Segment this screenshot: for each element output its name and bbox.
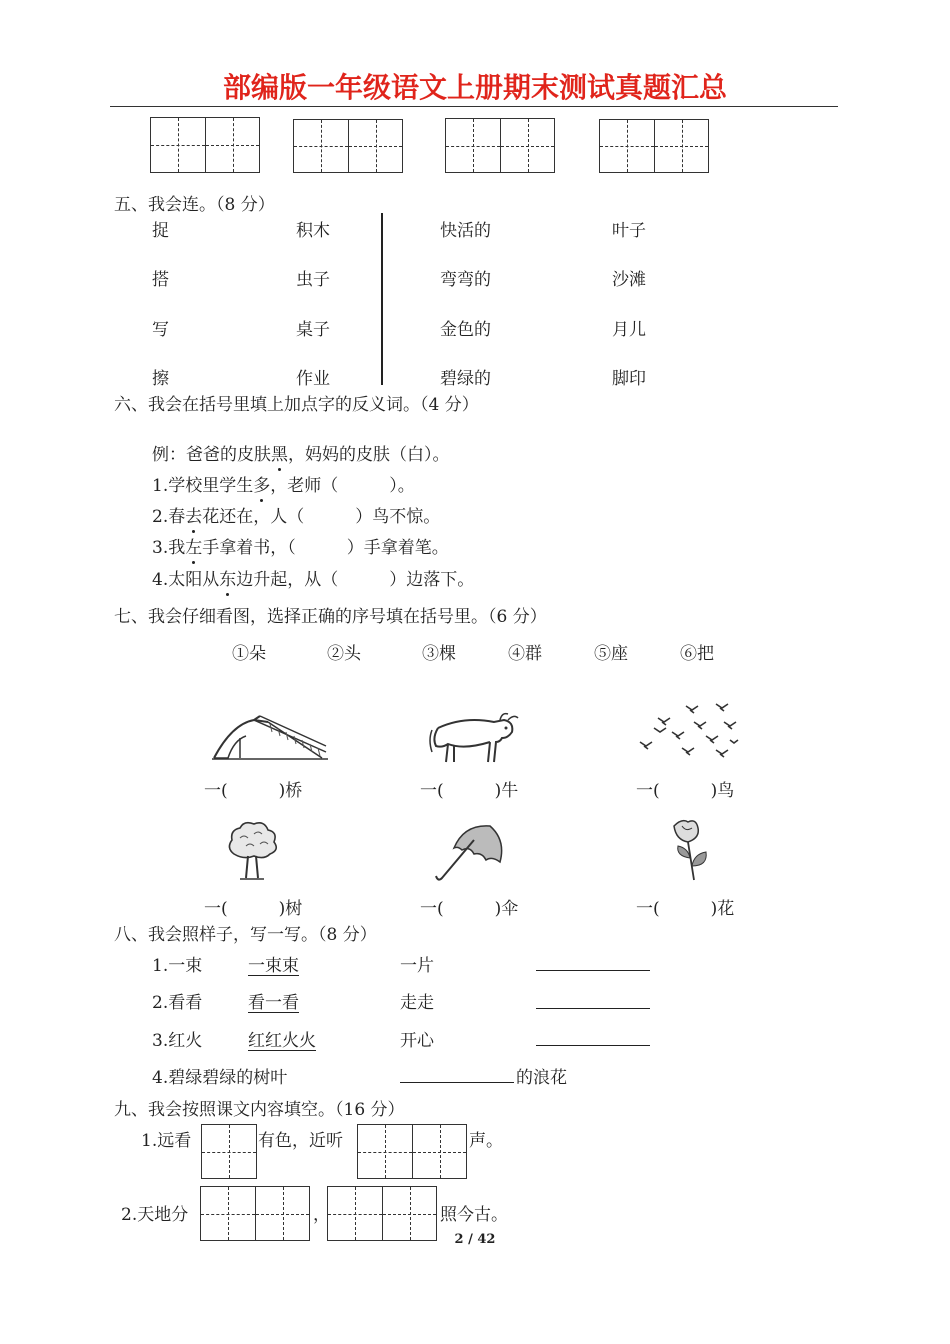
section5-heading: 五、我会连。（8 分） bbox=[114, 195, 275, 215]
text: 1.学校里学生 bbox=[152, 476, 254, 496]
match-word[interactable]: 金色的 bbox=[440, 320, 491, 340]
fill-text: 照今古。 bbox=[440, 1205, 508, 1225]
divider-line bbox=[381, 213, 383, 385]
text: 手拿着书，（ ）手拿着笔。 bbox=[202, 538, 449, 558]
ox-icon bbox=[424, 708, 520, 764]
answer-blank[interactable] bbox=[536, 970, 650, 971]
fill-text: ， bbox=[313, 1205, 330, 1225]
text: 3.我 bbox=[152, 538, 186, 558]
pattern-example: 看一看 bbox=[248, 993, 299, 1013]
match-word[interactable]: 碧绿的 bbox=[440, 369, 491, 389]
text: 例：爸爸的皮肤 bbox=[152, 445, 271, 465]
dotted-char: 去 bbox=[185, 502, 202, 527]
page-title: 部编版一年级语文上册期末测试真题汇总 bbox=[222, 71, 727, 104]
pattern-question: 的浪花 bbox=[516, 1068, 567, 1088]
match-word[interactable]: 弯弯的 bbox=[440, 270, 491, 290]
match-word[interactable]: 沙滩 bbox=[612, 270, 646, 290]
pattern-question: 4.碧绿碧绿的树叶 bbox=[152, 1068, 288, 1088]
measure-word-blank[interactable]: 一( )桥 bbox=[204, 781, 303, 801]
dotted-char: 左 bbox=[185, 533, 202, 558]
section9-heading: 九、我会按照课文内容填空。（16 分） bbox=[114, 1100, 405, 1120]
match-word[interactable]: 月儿 bbox=[612, 320, 646, 340]
page-number: 2 / 42 bbox=[454, 1232, 496, 1247]
dotted-char: 黑 bbox=[271, 440, 288, 465]
match-word[interactable]: 积木 bbox=[296, 221, 330, 241]
pattern-question: 2.看看 bbox=[152, 993, 203, 1013]
match-word[interactable]: 叶子 bbox=[612, 221, 646, 241]
measure-word-blank[interactable]: 一( )伞 bbox=[420, 899, 519, 919]
question-line[interactable] bbox=[152, 471, 415, 496]
pattern-question: 一片 bbox=[400, 956, 434, 976]
fill-text: 声。 bbox=[469, 1131, 503, 1151]
question-line[interactable] bbox=[152, 565, 474, 590]
match-word[interactable]: 作业 bbox=[296, 369, 330, 389]
option-1: ①朵 bbox=[232, 644, 266, 664]
option-5: ⑤座 bbox=[594, 644, 628, 664]
fill-text: 有色，近听 bbox=[258, 1131, 343, 1151]
match-word[interactable]: 虫子 bbox=[296, 270, 330, 290]
header-rule bbox=[110, 106, 838, 107]
flower-icon bbox=[664, 818, 712, 882]
fill-text: 2.天地分 bbox=[121, 1205, 189, 1225]
birds-icon bbox=[632, 698, 740, 764]
option-6: ⑥把 bbox=[680, 644, 714, 664]
match-word[interactable]: 快活的 bbox=[440, 221, 491, 241]
pattern-example: 一束束 bbox=[248, 956, 299, 976]
match-word[interactable]: 擦 bbox=[152, 369, 169, 389]
tree-icon bbox=[224, 820, 280, 882]
match-word[interactable]: 捉 bbox=[152, 221, 169, 241]
writing-grid-1[interactable] bbox=[150, 117, 260, 173]
section7-heading: 七、我会仔细看图，选择正确的序号填在括号里。（6 分） bbox=[114, 607, 547, 627]
match-word[interactable]: 脚印 bbox=[612, 369, 646, 389]
pattern-example: 红红火火 bbox=[248, 1031, 316, 1051]
writing-grid-answer[interactable] bbox=[357, 1124, 467, 1179]
dotted-char: 东 bbox=[219, 565, 236, 590]
text: 边升起，从（ ）边落下。 bbox=[236, 570, 475, 590]
text: ，妈妈的皮肤（白）。 bbox=[288, 445, 450, 465]
text: 花还在，人（ ）鸟不惊。 bbox=[202, 507, 441, 527]
answer-blank[interactable] bbox=[536, 1045, 650, 1046]
option-4: ④群 bbox=[508, 644, 542, 664]
measure-word-blank[interactable]: 一( )鸟 bbox=[636, 781, 735, 801]
question-line[interactable] bbox=[152, 533, 449, 558]
text: 4.太阳从 bbox=[152, 570, 220, 590]
section8-heading: 八、我会照样子，写一写。（8 分） bbox=[114, 925, 377, 945]
pattern-question: 开心 bbox=[400, 1031, 434, 1051]
umbrella-icon bbox=[434, 822, 506, 882]
text: 2.春 bbox=[152, 507, 186, 527]
writing-grid-answer[interactable] bbox=[201, 1124, 257, 1179]
text: ，老师（ ）。 bbox=[270, 476, 415, 496]
option-3: ③棵 bbox=[422, 644, 456, 664]
match-word[interactable]: 桌子 bbox=[296, 320, 330, 340]
answer-blank[interactable] bbox=[400, 1082, 514, 1083]
question-line[interactable] bbox=[152, 502, 440, 527]
answer-blank[interactable] bbox=[536, 1008, 650, 1009]
option-2: ②头 bbox=[327, 644, 361, 664]
match-word[interactable]: 写 bbox=[152, 320, 169, 340]
dotted-char: 多 bbox=[253, 471, 270, 496]
pattern-question: 走走 bbox=[400, 993, 434, 1013]
measure-word-blank[interactable]: 一( )树 bbox=[204, 899, 303, 919]
fill-text: 1.远看 bbox=[141, 1131, 192, 1151]
writing-grid-2[interactable] bbox=[293, 119, 403, 173]
match-word[interactable]: 搭 bbox=[152, 270, 169, 290]
example-line bbox=[152, 440, 450, 465]
section6-heading: 六、我会在括号里填上加点字的反义词。（4 分） bbox=[114, 395, 479, 415]
pattern-question: 1.一束 bbox=[152, 956, 203, 976]
writing-grid-4[interactable] bbox=[599, 119, 709, 173]
pattern-question: 3.红火 bbox=[152, 1031, 203, 1051]
measure-word-blank[interactable]: 一( )花 bbox=[636, 899, 735, 919]
bridge-icon bbox=[210, 710, 330, 762]
writing-grid-3[interactable] bbox=[445, 118, 555, 173]
measure-word-blank[interactable]: 一( )牛 bbox=[420, 781, 519, 801]
